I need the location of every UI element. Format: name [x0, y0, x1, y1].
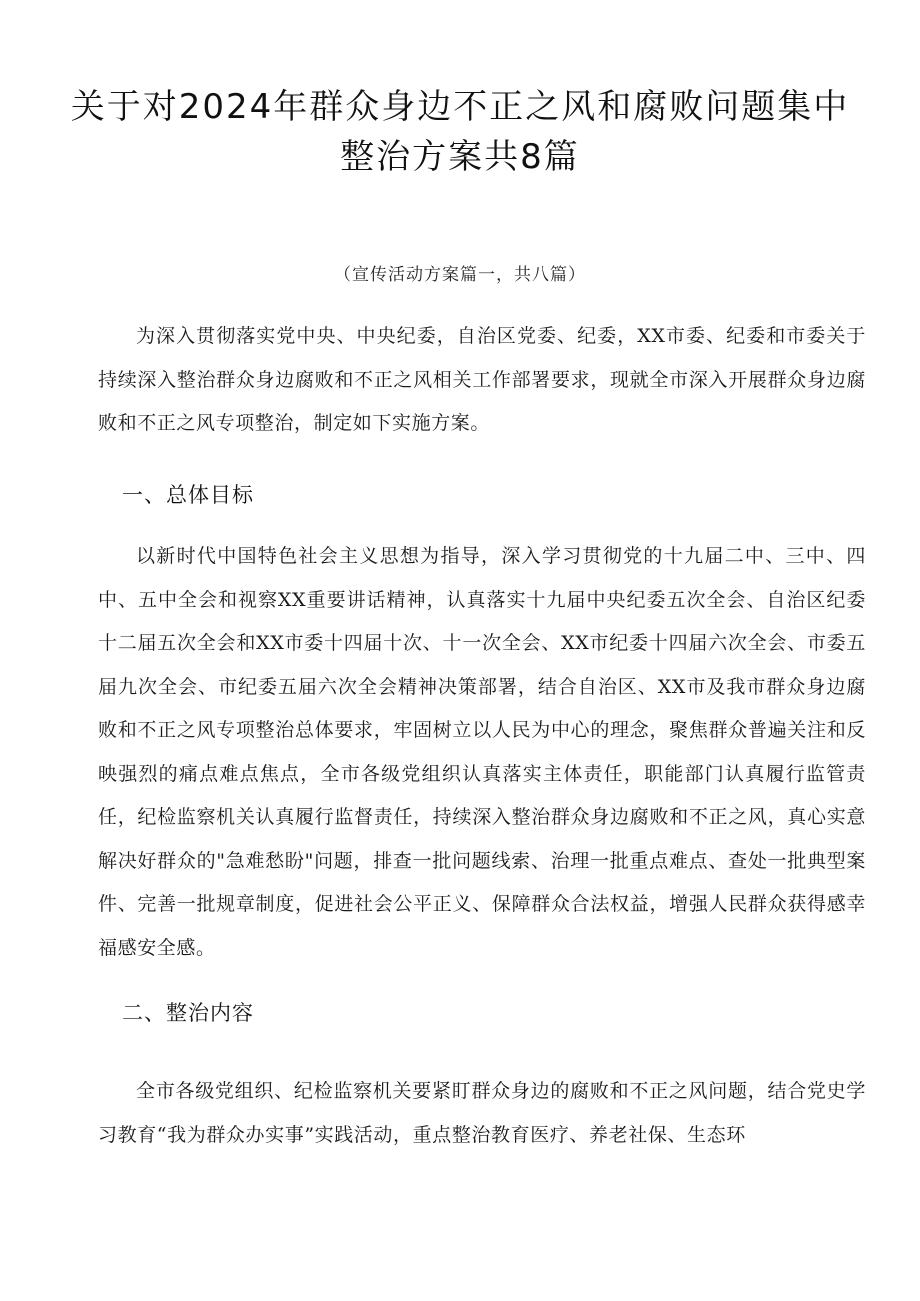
document-subtitle: （宣传活动方案篇一，共八篇） [334, 265, 586, 285]
section-heading-rectification-content: 二、整治内容 [122, 1001, 254, 1025]
section-body-overall-goal: 以新时代中国特色社会主义思想为指导，深入学习贯彻党的十九届二中、三中、四中、五中全会和视察XX重要讲话精神，认真落实十九届中央纪委五次全会、自治区纪委十二届五次全会和XX市委十四届十次、十一次全会、XX市纪委十四届六次全会、市委五届九次全会、市纪委五届六次全会精神决策部署，结合自治区、XX市及我市群众身边腐败和不正之风专项整治总体要求，牢固树立以人民为中心的理念，聚焦群众普遍关注和反映强烈的痛点难点焦点，全市各级党组织认真落实主体责任，职能部门认真履行监管责任，纪检监察机关认真履行监督责任，持续深入整治群众身边腐败和不正之风，真心实意解决好群众的"急难愁盼"问题，排查一批问题线索、治理一批重点难点、查处一批典型案件、完善一批规章制度，促进社会公平正义、保障群众合法权益，增强人民群众获得感幸福感安全感。 [98, 545, 866, 959]
document-title: 关于对2024年群众身边不正之风和腐败问题集中整治方案共8篇 [70, 87, 850, 177]
section-body-rectification-content: 全市各级党组织、纪检监察机关要紧盯群众身边的腐败和不正之风问题，结合党史学习教育“我为群众办实事”实践活动，重点整治教育医疗、养老社保、生态环 [98, 1080, 866, 1146]
section-heading-overall-goal: 一、总体目标 [122, 483, 254, 507]
intro-paragraph: 为深入贯彻落实党中央、中央纪委，自治区党委、纪委，XX市委、纪委和市委关于持续深入整治群众身边腐败和不正之风相关工作部署要求，现就全市深入开展群众身边腐败和不正之风专项整治，制定如下实施方案。 [98, 325, 866, 434]
